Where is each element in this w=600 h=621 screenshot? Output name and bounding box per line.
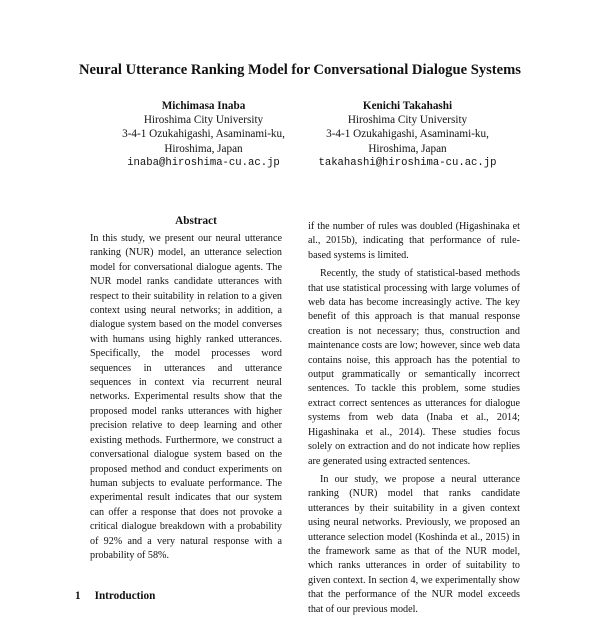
body-paragraph: Recently, the study of statistical-based methods that use statistical processing with large volumes of web data has become increasingly active. The key benefit of this approach is that manual response creation is not necessary; thus, construction and maintenance costs are low; however, since web data contains noise, this approach has the potential to output grammatically or semantically incorrect sentences. To tackle this problem, some studies extract correct sentences as utterances for dialogue systems from web data (Inaba et al., 2014; Higashinaka et al., 2014). These studies focus solely on extraction and do not indicate how replies are generated using extracted sentences.	[308, 268, 520, 467]
abstract-text: In this study, we present our neural utterance ranking (NUR) model, an utterance selection model for conversational dialogue agents. The NUR model ranks candidate utterances with respect to their suitability in relation to a given context using neural networks; in addition, a dialogue system based on the model converses with humans using highly ranked utterances. Specifically, the model processes word sequences in utterances and utterance sequences in context via recurrent neural networks. Experimental results show that the proposed model ranks utterances with higher precision relative to deep learning and other existing methods. Furthermore, we construct a conversational dialogue system based on the proposed method and conduct experiments on human subjects to evaluate performance. The experimental result indicates that our system can offer a response that does not provoke a critical dialogue breakdown with a probability of 92% and a very natural response with a probability of 58%.	[90, 233, 282, 561]
author-name: Kenichi Takahashi	[362, 100, 453, 112]
section-number: 1	[75, 590, 81, 602]
paper-title: Neural Utterance Ranking Model for Conversational Dialogue Systems	[79, 62, 521, 78]
author-address-city: Hiroshima, Japan	[368, 142, 447, 155]
author-name: Michimasa Inaba	[161, 100, 246, 112]
section-heading	[75, 590, 169, 602]
body-paragraph: if the number of rules was doubled (Higashinaka et al., 2015b), indicating that performance of rule-based systems is limited.	[308, 221, 520, 261]
author-affiliation: Hiroshima City University	[347, 114, 468, 127]
author-affiliation: Hiroshima City University	[143, 114, 264, 127]
author-block-2	[300, 99, 515, 170]
author-email: inaba@hiroshima-cu.ac.jp	[127, 156, 280, 169]
author-block-1	[96, 99, 311, 170]
abstract-column	[90, 232, 282, 567]
author-address: 3-4-1 Ozukahigashi, Asaminami-ku,	[122, 128, 285, 141]
author-email: takahashi@hiroshima-cu.ac.jp	[318, 156, 497, 169]
author-address: 3-4-1 Ozukahigashi, Asaminami-ku,	[326, 128, 489, 141]
body-paragraph: In our study, we propose a neural utterance ranking (NUR) model that ranks candidate utterances by their suitability in a given context using neural networks. Previously, we proposed an utterance selection model (Koshinda et al., 2015) in the framework same as that of the NUR model, which ranks utterances in order of suitability to given context. In section 4, we experimentally show that the performance of the NUR model exceeds that of our previous model.	[308, 473, 520, 615]
author-address-city: Hiroshima, Japan	[164, 142, 243, 155]
abstract-heading: Abstract	[175, 215, 217, 227]
right-column	[308, 220, 520, 621]
section-title: Introduction	[94, 590, 156, 602]
